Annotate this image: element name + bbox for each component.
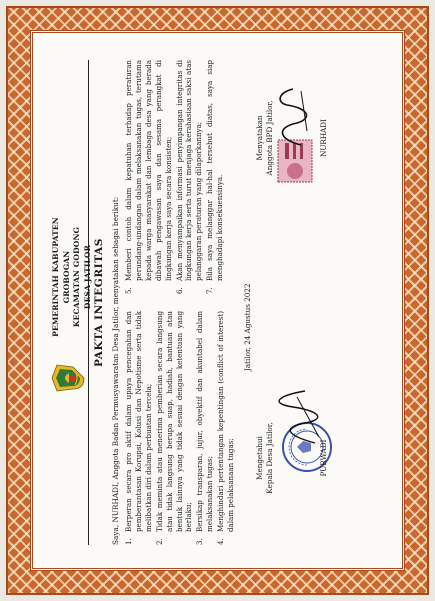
clause-item	[124, 60, 174, 294]
village-head-title: Kepala Desa Jatilor,	[264, 422, 274, 494]
clause-text: Akan menyampaikan informasi penyimpangan integritas di lingkungan kerja serta turut menjaga kerahasiaan saksi atas pelanggaran peraturan yang dilaporkannya;	[174, 60, 204, 281]
clause-text: Bila saya melanggar hal-hal tersebut diatas, saya siap menghadapi konsekuensinya.	[205, 60, 225, 281]
clause-item	[205, 60, 225, 294]
clause-column-right	[124, 60, 237, 294]
letterhead-text	[51, 197, 93, 357]
clause-item	[216, 311, 236, 545]
clause-item	[155, 311, 195, 545]
regency-emblem-icon	[51, 363, 85, 393]
member-signature-icon	[271, 85, 315, 149]
clause-number: 2.	[154, 538, 164, 545]
letterhead-district: KECAMATAN GODONG	[72, 226, 81, 328]
clause-number: 6.	[174, 287, 184, 294]
clause-text: Menghindari pertentangan kepentingan (conflict of interest) dalam pelaksanaan tugas;	[216, 311, 236, 532]
clause-number: 5.	[124, 287, 133, 294]
signature-block	[243, 60, 353, 545]
clause-text: Bersikap transparan, jujur, obyektif dan akuntabel dalam melaksanakan tugas;	[195, 311, 215, 532]
integrity-pact-document	[45, 50, 384, 555]
member-signature	[254, 53, 328, 223]
member-title: Anggota BPD Jatilor,	[264, 100, 274, 176]
acknowledged-label: Mengetahui	[254, 436, 264, 480]
clause-number: 7.	[205, 287, 215, 294]
clause-text: Memberi contoh dalam kepatuhan terhadap peraturan perundang-undangan dalam melaksanakan tugas, terutama kepada warga masyarakat dan lembaga desa yang berada dibawah pengawasan saya dan sesama perangkat di lingkungan kerja saya secara konsisten;	[124, 60, 173, 281]
clause-text: Berperan secara pro aktif dalam upaya pencegahan dan pemberantasan Korupsi, Kolusi dan Nepotisme serta tidak melibatkan diri dalam perbuatan tercela;	[124, 311, 153, 532]
village-head-name: PURWADI	[318, 439, 328, 477]
letterhead	[51, 60, 111, 545]
clause-item	[124, 311, 154, 545]
letterhead-government: PEMERINTAH KABUPATEN GROBOGAN	[51, 217, 71, 337]
intro-statement: Saya, NURHADI, Anggota Badan Permusyawaratan Desa Jatilor, menyatakan sebagai berikut:	[111, 196, 120, 545]
village-head-signature-icon	[275, 387, 325, 447]
letterhead-village: DESA JATILOR	[82, 244, 92, 310]
clause-number: 3.	[195, 538, 205, 545]
document-title: PAKTA INTEGRITAS	[93, 238, 105, 367]
clause-column-left	[124, 311, 237, 545]
clause-item	[175, 60, 205, 294]
clause-list	[124, 60, 237, 545]
declaring-label: Menyatakan	[254, 115, 264, 161]
clause-number: 1.	[124, 538, 133, 545]
place-date: Jatilor, 24 Agustus 2022	[242, 283, 252, 371]
clause-text: Tidak meminta atau menerima pemberian secara langsung atau tidak langsung berupa suap, hadiah, bantuan atau bentuk lainnya yang tidak sesuai dengan ketentuan yang berlaku;	[154, 311, 194, 532]
letterhead-divider	[88, 60, 89, 545]
member-name: NURHADI	[318, 119, 328, 157]
clause-item	[195, 311, 215, 545]
village-head-signature	[254, 373, 328, 543]
clause-number: 4.	[216, 538, 226, 545]
